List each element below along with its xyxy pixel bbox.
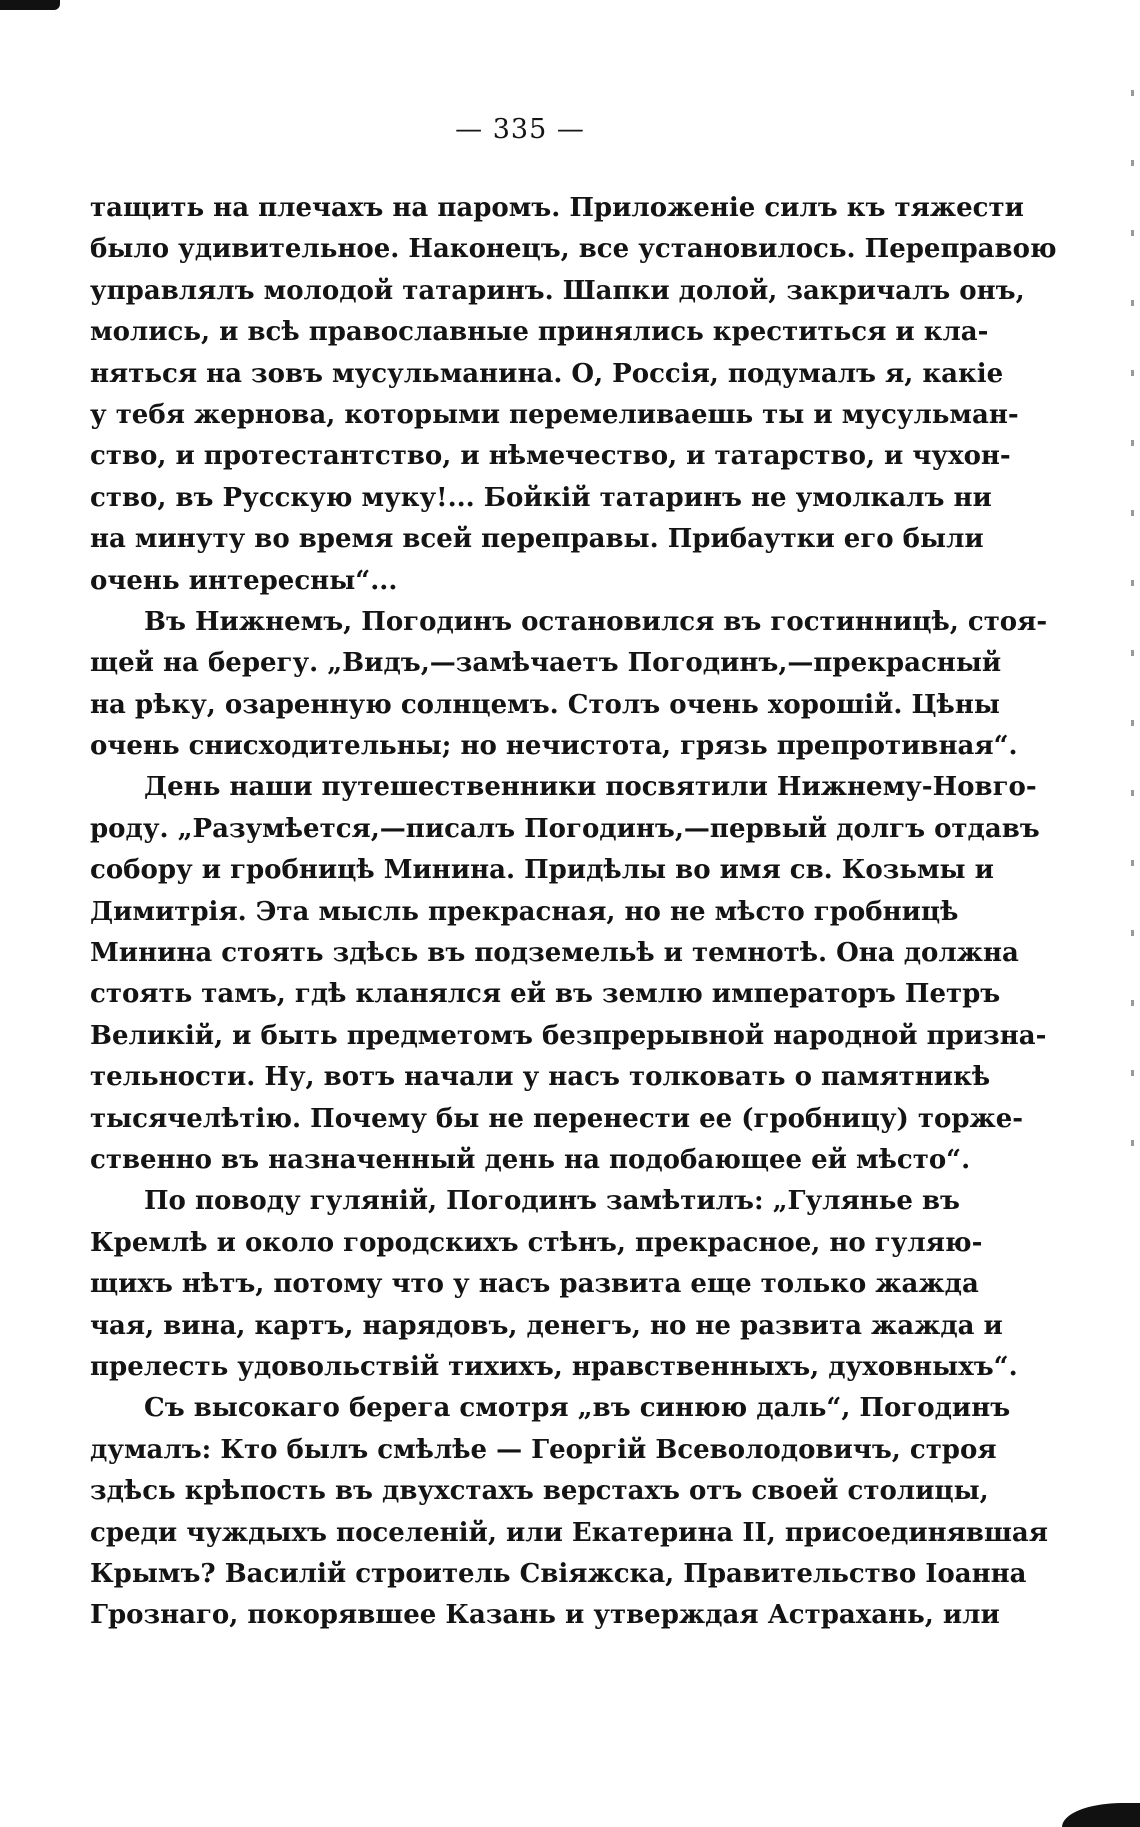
text-line: Минина стоять здѣсь въ подземельѣ и темнотѣ. Она должна xyxy=(90,938,1019,969)
scan-artifact-bottom xyxy=(1062,1803,1140,1827)
text-line: прелесть удовольствій тихихъ, нравственныхъ, духовныхъ“. xyxy=(90,1351,1018,1382)
scan-artifact-top xyxy=(0,0,60,10)
text-line: здѣсь крѣпость въ двухстахъ верстахъ отъ своей столицы, xyxy=(90,1476,989,1507)
text-line: стоять тамъ, гдѣ кланялся ей въ землю императоръ Петръ xyxy=(90,979,1001,1010)
text-line: чая, вина, картъ, нарядовъ, денегъ, но не развита жажда и xyxy=(90,1310,1003,1341)
text-line: Кремлѣ и около городскихъ стѣнъ, прекрасное, но гуляю- xyxy=(90,1227,983,1258)
text-line: очень интересны“... xyxy=(90,565,398,596)
text-line: собору и гробницѣ Минина. Придѣлы во имя св. Козьмы и xyxy=(90,855,994,886)
paragraph-3 xyxy=(90,767,1047,1181)
text-line: Грознаго, покорявшее Казань и утверждая Астрахань, или xyxy=(90,1600,1000,1631)
paragraph-5 xyxy=(90,1388,1048,1636)
text-line: Великій, и быть предметомъ безпрерывной народной призна- xyxy=(90,1020,1047,1051)
text-line: среди чуждыхъ поселеній, или Екатерина II, присоединявшая xyxy=(90,1517,1048,1548)
text-line: Димитрія. Эта мысль прекрасная, но не мѣсто гробницѣ xyxy=(90,896,959,927)
body-text xyxy=(90,188,1057,1637)
scan-artifact-edge xyxy=(1131,90,1134,1190)
text-line: тащить на плечахъ на паромъ. Приложеніе силъ къ тяжести xyxy=(90,193,1024,223)
text-line: щихъ нѣтъ, потому что у насъ развита еще только жажда xyxy=(90,1269,979,1300)
text-line: Крымъ? Василій строитель Свіяжска, Правительство Іоанна xyxy=(90,1558,1027,1589)
text-line: По поводу гуляній, Погодинъ замѣтилъ: „Гулянье въ xyxy=(144,1186,960,1217)
text-line: управлялъ молодой татаринъ. Шапки долой, закричалъ онъ, xyxy=(90,275,1025,306)
text-line: роду. „Разумѣется,—писалъ Погодинъ,—первый долгъ отдавъ xyxy=(90,813,1040,844)
text-line: у тебя жернова, которыми перемеливаешь ты и мусульман- xyxy=(90,399,1019,430)
text-line: ственно въ назначенный день на подобающее ей мѣсто“. xyxy=(90,1144,971,1175)
text-line: на минуту во время всей переправы. Прибаутки его были xyxy=(90,524,984,555)
text-line: День наши путешественники посвятили Нижнему-Новго- xyxy=(144,772,1037,803)
paragraph-2 xyxy=(90,602,1048,768)
text-line: няться на зовъ мусульманина. О, Россія, подумалъ я, какіе xyxy=(90,358,1004,389)
text-line: было удивительное. Наконецъ, все установилось. Переправою xyxy=(90,234,1057,265)
text-line: думалъ: Кто былъ смѣлѣе — Георгій Всеволодовичъ, строя xyxy=(90,1434,997,1465)
text-line: очень снисходительны; но нечистота, грязь препротивная“. xyxy=(90,731,1018,762)
text-line: тысячелѣтію. Почему бы не перенести ее (гробницу) торже- xyxy=(90,1103,1024,1134)
text-line: Съ высокаго берега смотря „въ синюю даль“, Погодинъ xyxy=(144,1393,1011,1424)
text-line: ство, въ Русскую муку!... Бойкій татаринъ не умолкалъ ни xyxy=(90,482,992,513)
paragraph-4 xyxy=(90,1181,1018,1388)
text-line: щей на берегу. „Видъ,—замѣчаетъ Погодинъ,—прекрасный xyxy=(90,648,1002,679)
page-number: — 335 — xyxy=(455,114,585,145)
text-line: молись, и всѣ православные принялись креститься и кла- xyxy=(90,317,989,348)
text-line: Въ Нижнемъ, Погодинъ остановился въ гостинницѣ, стоя- xyxy=(144,606,1048,637)
text-line: ство, и протестантство, и нѣмечество, и татарство, и чухон- xyxy=(90,441,1011,472)
paragraph-1 xyxy=(90,188,1057,602)
text-line: на рѣку, озаренную солнцемъ. Столъ очень хорошій. Цѣны xyxy=(90,689,1000,720)
text-line: тельности. Ну, вотъ начали у насъ толковать о памятникѣ xyxy=(90,1062,991,1093)
